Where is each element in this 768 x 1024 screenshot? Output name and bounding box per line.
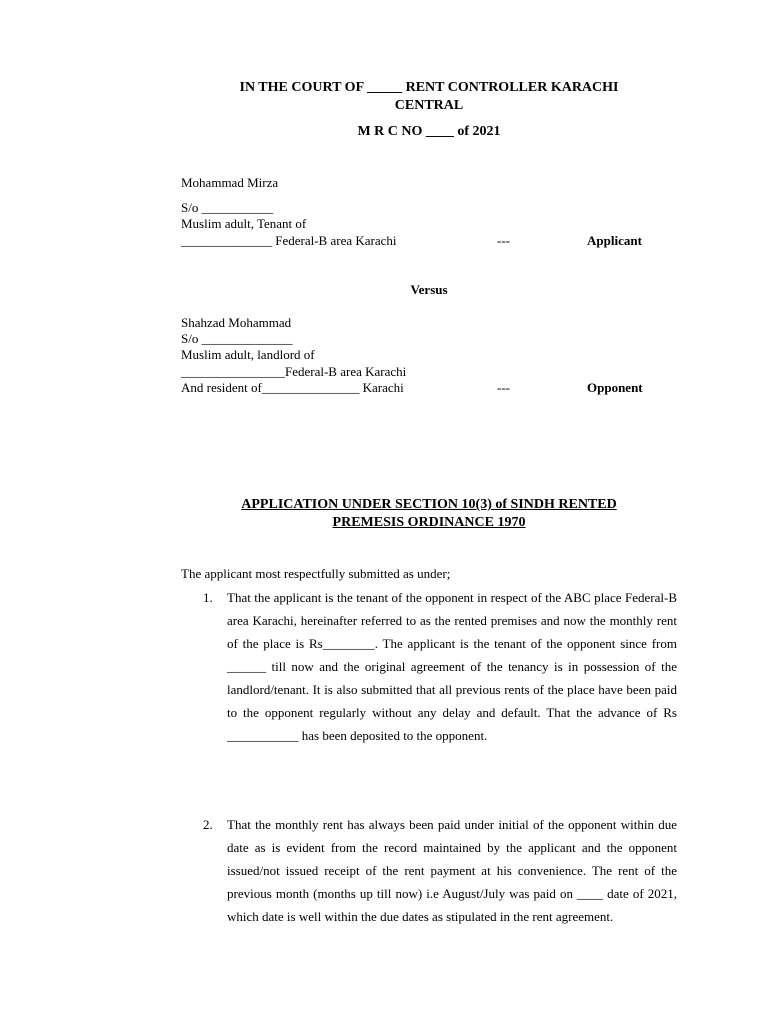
paragraph-2-number: 2. [203,817,213,832]
applicant-dashes: --- [497,233,510,248]
opponent-dashes: --- [497,380,510,395]
application-title-line2: PREMESIS ORDINANCE 1970 [332,515,526,530]
opponent-address: ________________Federal-B area Karachi [181,364,407,379]
applicant-description: Muslim adult, Tenant of [181,216,307,231]
applicant-role: Applicant [587,233,642,248]
application-title-line1: APPLICATION UNDER SECTION 10(3) of SINDH RENTED [241,497,617,512]
paragraph-1-text: That the applicant is the tenant of the opponent in respect of the ABC place Federal-B area Karachi, hereinafter referred to as the rented premises and now the monthly rent of the place is Rs________. The applicant is the tenant of the opponent since from ______ till now and the original agreement of the tenancy is in possession of the landlord/tenant. It is also submitted that all previous rents of the place have been paid to the opponent regularly without any delay and default. That the advance of Rs ___________ has been deposited to the opponent. [227,590,677,743]
paragraph-1-number: 1. [203,590,213,605]
court-heading-line2: CENTRAL [394,98,464,113]
applicant-name: Mohammad Mirza [181,175,279,190]
applicant-address: ______________ Federal-B area Karachi [181,233,397,248]
case-number: M R C NO ____ of 2021 [357,124,501,139]
applicant-so: S/o ___________ [181,200,274,215]
opponent-description: Muslim adult, landlord of [181,347,315,362]
versus-label: Versus [410,282,448,297]
intro-text: The applicant most respectfully submitted as under; [181,566,451,581]
opponent-role: Opponent [587,380,643,395]
opponent-resident: And resident of_______________ Karachi [181,380,404,395]
opponent-so: S/o ______________ [181,331,293,346]
opponent-name: Shahzad Mohammad [181,315,292,330]
paragraph-2-text: That the monthly rent has always been paid under initial of the opponent within due date as is evident from the record maintained by the applicant and the opponent issued/not issued receipt of the rent payment at his convenience. The rent of the previous month (months up till now) i.e August/July was paid on ____ date of 2021, which date is well within the due dates as stipulated in the rent agreement. [227,817,677,924]
court-heading-line1: IN THE COURT OF _____ RENT CONTROLLER KARACHI [239,80,619,95]
